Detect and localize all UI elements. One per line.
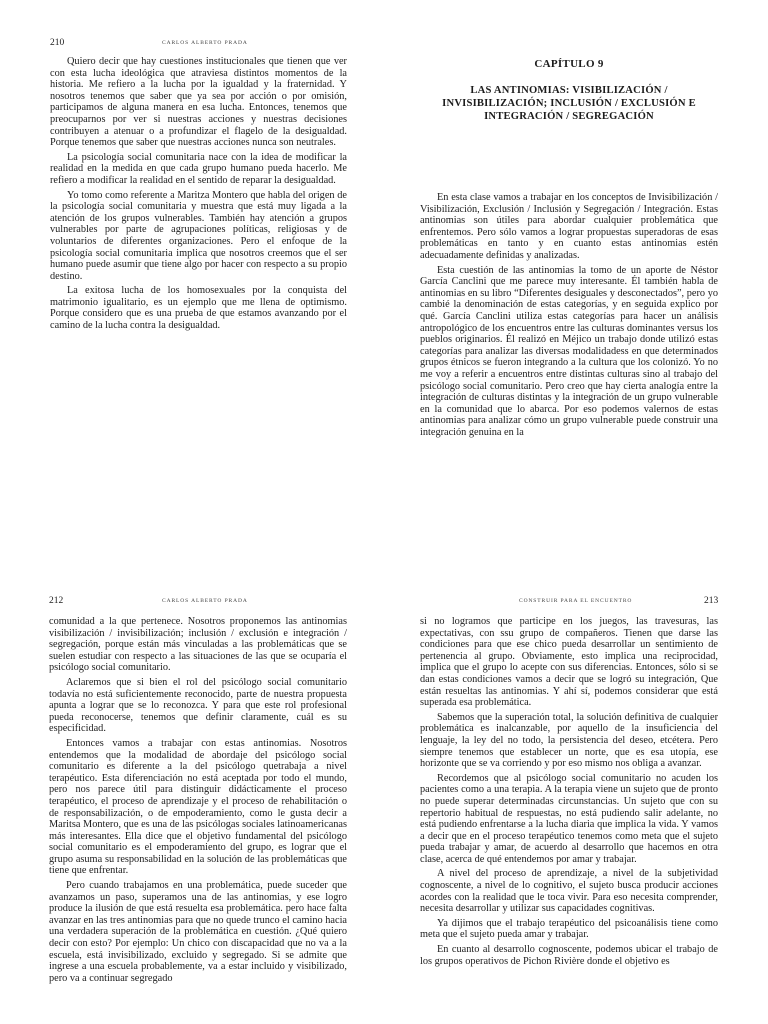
running-title: CONSTRUIR PARA EL ENCUENTRO	[519, 598, 633, 604]
body-text	[49, 616, 347, 987]
paragraph: si no logramos que participe en los juegos, las travesuras, las expectativas, con ssu grupo de compañeros. Tienen que darse las condiciones para que ese chico pueda desarrollar un sentimiento de pertenencia al grupo. Obviamente, esto implica una reciprocidad, implica que el grupo lo acepte con sus diferencias. Entonces, sólo si se dan estas condiciones vamos a decir que se logró su integración, Que están resueltas las antinomias. Y ahí sí, podemos considerar que está superada esa problemática.	[420, 616, 718, 709]
body-text	[50, 56, 347, 335]
paragraph: Ya dijimos que el trabajo terapéutico del psicoanálisis tiene como meta que el sujeto pueda amar y trabajar.	[420, 917, 718, 941]
page-header	[0, 594, 384, 608]
running-title: CARLOS ALBERTO PRADA	[162, 598, 248, 604]
page-number: 210	[50, 38, 65, 48]
page-chapter-9	[384, 0, 768, 512]
page-212	[0, 512, 384, 1024]
page-number: 213	[704, 596, 719, 606]
paragraph: Recordemos que al psicólogo social comunitario no acuden los pacientes como a una terapia. A la terapia viene un sujeto que de pronto no puede superar determinadas circunstancias. Un sujeto que con su repertorio habitual de respuestas, no está pudiendo salir adelante, no está pudiendo enfrentarse a la lucha diaria que implica la vida. Y vamos a decir que en el proceso terapéutico tenemos como meta que el sujeto pueda trabajar y amar, de acuerdo al desarrollo que hacemos en otra clase, acerca de qué entendemos por amar y trabajar.	[420, 772, 718, 865]
page-213	[384, 512, 768, 1024]
running-title: CARLOS ALBERTO PRADA	[162, 40, 248, 46]
paragraph: En esta clase vamos a trabajar en los conceptos de Invisibilización / Visibilización, Exclusión / Inclusión y Segregación / Integración. Estas antinomias son útiles para abordar cualquier problemática que enfrentemos. Pero sólo vamos a lograr propuestas superadoras de esas problemáticas en tanto y en cuanto estas antinomias estén adecuadamente definidas y analizadas.	[420, 192, 718, 261]
paragraph: En cuanto al desarrollo cognoscente, podemos ubicar el trabajo de los grupos operativos de Pichon Rivière donde el objetivo es	[420, 944, 718, 967]
chapter-title	[420, 84, 718, 123]
chapter-title-line: LAS ANTINOMIAS: VISIBILIZACIÓN /	[470, 85, 668, 96]
paragraph: Pero cuando trabajamos en una problemática, puede suceder que avanzamos un paso, superamos una de las antinomias, y ese logro produce la ilusión de que está resuelta esa problemática. pero hace falta avanzar en las tres antinomias para que no quede trunco el camino hacia una verdadera superación de la problemática en cuestión. ¿Qué quiero decir con esto? Por ejemplo: Un chico con discapacidad que no va a la escuela, está invisibilizado, excluido y segregado. Si se admite que ingrese a una escuela probablemente, va a estar incluido y visibilizado, pero va a continuar segregado	[49, 880, 347, 984]
paragraph: Aclaremos que si bien el rol del psicólogo social comunitario todavía no está suficientemente reconocido, parte de nuestra propuesta apunta a lograr que se lo reconozca. Y para que este rol profesional pueda reconocerse, tenemos que definir claramente, cuál es su especificidad.	[49, 676, 347, 735]
paragraph: comunidad a la que pertenece. Nosotros proponemos las antinomias visibilización / invisibilización; inclusión / exclusión e integración / segregación, porque están más vinculadas a las problemáticas que se suelen estudiar con respecto a las situaciones de las que se ocuparía el psicólogo social comunitario.	[49, 616, 347, 674]
paragraph: Yo tomo como referente a Maritza Montero que habla del origen de la psicología social comunitaria y muestra que está muy ligada a la atención de los grupos vulnerables. También hay atención a grupos vulnerables por parte de agrupaciones políticas, religiosas y de voluntarios de diferentes organizaciones. Pero el enfoque de la psicología social comunitaria implica que nosotros creemos que el ser humano puede asumir que tiene algo por hacer con respecto a su propio destino.	[50, 189, 347, 282]
body-text	[420, 616, 718, 970]
paragraph: Entonces vamos a trabajar con estas antinomias. Nosotros entendemos que la modalidad de abordaje del psicólogo social comunitario es diferente a la del psicólogo quetrabaja a nivel terapéutico. Esta diferenciación no está aceptada por todo el mundo, pero nos parece útil para distinguir didácticamente el proceso terapéutico, el proceso de aprendizaje y el proceso de rehabilitación o de responsabilización, o de empoderamiento, como le gusta decir a Maritsa Montero, que es una de las psicólogas sociales latinoamericanas más interesantes. Ella dice que el objetivo fundamental del psicólogo social comunitario es el empoderamiento del grupo, es lograr que el grupo asuma su responsabilidad en la solución de las problemáticas que tiene que enfrentar.	[49, 737, 347, 877]
page-header	[0, 36, 384, 50]
chapter-title-line: INVISIBILIZACIÓN; INCLUSIÓN / EXCLUSIÓN E	[442, 98, 696, 109]
page-header	[384, 594, 768, 608]
paragraph: Quiero decir que hay cuestiones institucionales que tienen que ver con esta lucha ideológica que atraviesa distintos momentos de la historia. Me refiero a la lucha por la igualdad y la fraternidad. Y nosotros tenemos que saber que ya sea por acción o por omisión, participamos de alguna manera en esa lucha. Entonces, tenemos que preocuparnos por ver si nuestras acciones y nuestras decisiones contribuyen a atenuar o a profundizar el flagelo de la desigualdad. Porque tenemos que saber que nuestras acciones nunca son neutrales.	[50, 56, 347, 149]
paragraph: Sabemos que la superación total, la solución definitiva de cualquier problemática es inalcanzable, por aquello de la insuficiencia del lenguaje, la ley del no todo, la persistencia del deseo, etcétera. Pero siempre tenemos que establecer un norte, que es esa utopía, ese horizonte que se va corriendo y por eso mismo nos obliga a avanzar.	[420, 711, 718, 770]
page-210	[0, 0, 384, 512]
paragraph: A nivel del proceso de aprendizaje, a nivel de la subjetividad cognoscente, a nivel de lo cognitivo, el sujeto busca producir acciones acordes con la realidad que le toca vivir. Para eso necesita comprender, necesita desarrollar y utilizar sus capacidades cognitivas.	[420, 868, 718, 915]
paragraph: Esta cuestión de las antinomias la tomo de un aporte de Néstor García Canclini que me parece muy interesante. Él también habla de antinomias en su libro “Diferentes desiguales y desconectados”, pero yo cambié la denominación de estas categorías, y en seguida explico por qué. García Canclini utiliza estas categorías para hacer un análisis antropológico de los encuentros entre las culturas dominantes versus los pueblos originarios. Él realizó en Méjico un trabajo donde utilizó estas categorías para analizar las diversas modalidadess en que determinados grupos étnicos se fueron integrando a la cultura que los colonizó. Yo no me voy a referir a encuentros entre distintas culturas sino al trabajo del psicólogo social comunitario. Pero creo que hay cierta analogía entre la integración de culturas distintas y la integración de un grupo vulnerable en la comunidad que lo abarca. Por eso podemos valernos de estas antinomias para analizar cómo un grupo vulnerable puede construir una integración genuina en la	[420, 264, 718, 438]
page-number: 212	[49, 596, 64, 606]
paragraph: La exitosa lucha de los homosexuales por la conquista del matrimonio igualitario, es un ejemplo que me llena de optimismo. Porque considero que es una prueba de que estamos avanzando por el camino de la lucha contra la desigualdad.	[50, 285, 347, 332]
paragraph: La psicología social comunitaria nace con la idea de modificar la realidad en la medida en que cada grupo humano pueda hacerlo. Me refiero a modificar la realidad en el sentido de reparar la desigualdad.	[50, 151, 347, 186]
chapter-title-line: INTEGRACIÓN / SEGREGACIÓN	[484, 111, 654, 122]
chapter-label: CAPÍTULO 9	[534, 58, 604, 70]
body-text	[420, 192, 718, 441]
